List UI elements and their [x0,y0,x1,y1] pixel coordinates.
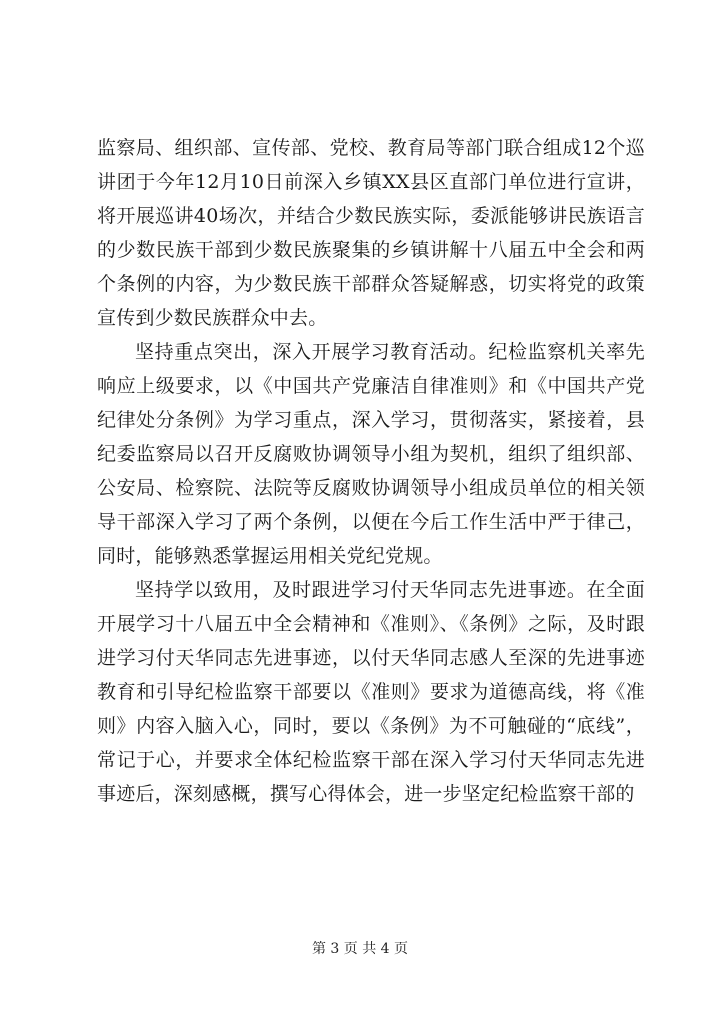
paragraph-3: 坚持学以致用，及时跟进学习付天华同志先进事迹。在全面开展学习十八届五中全会精神和《准则》、《条例》之际，及时跟进学习付天华同志先进事迹，以付天华同志感人至深的先进事迹教育和引导纪检监察干部要以《准则》要求为道德高线，将《准则》内容入脑入心，同时，要以《条例》为不可触碰的“底线”，常记于心，并要求全体纪检监察干部在深入学习付天华同志先进事迹后，深刻感概，撰写心得体会，进一步坚定纪检监察干部的 [97,579,645,805]
page-footer [0,940,720,958]
paragraph-2: 坚持重点突出，深入开展学习教育活动。纪检监察机关率先响应上级要求，以《中国共产党廉洁自律准则》和《中国共产党纪律处分条例》为学习重点，深入学习，贯彻落实，紧接着，县纪委监察局以召开反腐败协调领导小组为契机，组织了组织部、公安局、检察院、法院等反腐败协调领导小组成员单位的相关领导干部深入学习了两个条例，以便在今后工作生活中严于律己，同时，能够熟悉掌握运用相关党纪党规。 [97,341,645,567]
paragraph-1: 监察局、组织部、宣传部、党校、教育局等部门联合组成12个巡讲团于今年12月10日前深入乡镇XX县区直部门单位进行宣讲，将开展巡讲40场次，并结合少数民族实际，委派能够讲民族语言的少数民族干部到少数民族聚集的乡镇讲解十八届五中全会和两个条例的内容，为少数民族干部群众答疑解惑，切实将党的政策宣传到少数民族群众中去。 [97,137,645,329]
document-body [97,131,645,811]
page-number-label: 第 3 页 共 4 页 [311,941,409,957]
